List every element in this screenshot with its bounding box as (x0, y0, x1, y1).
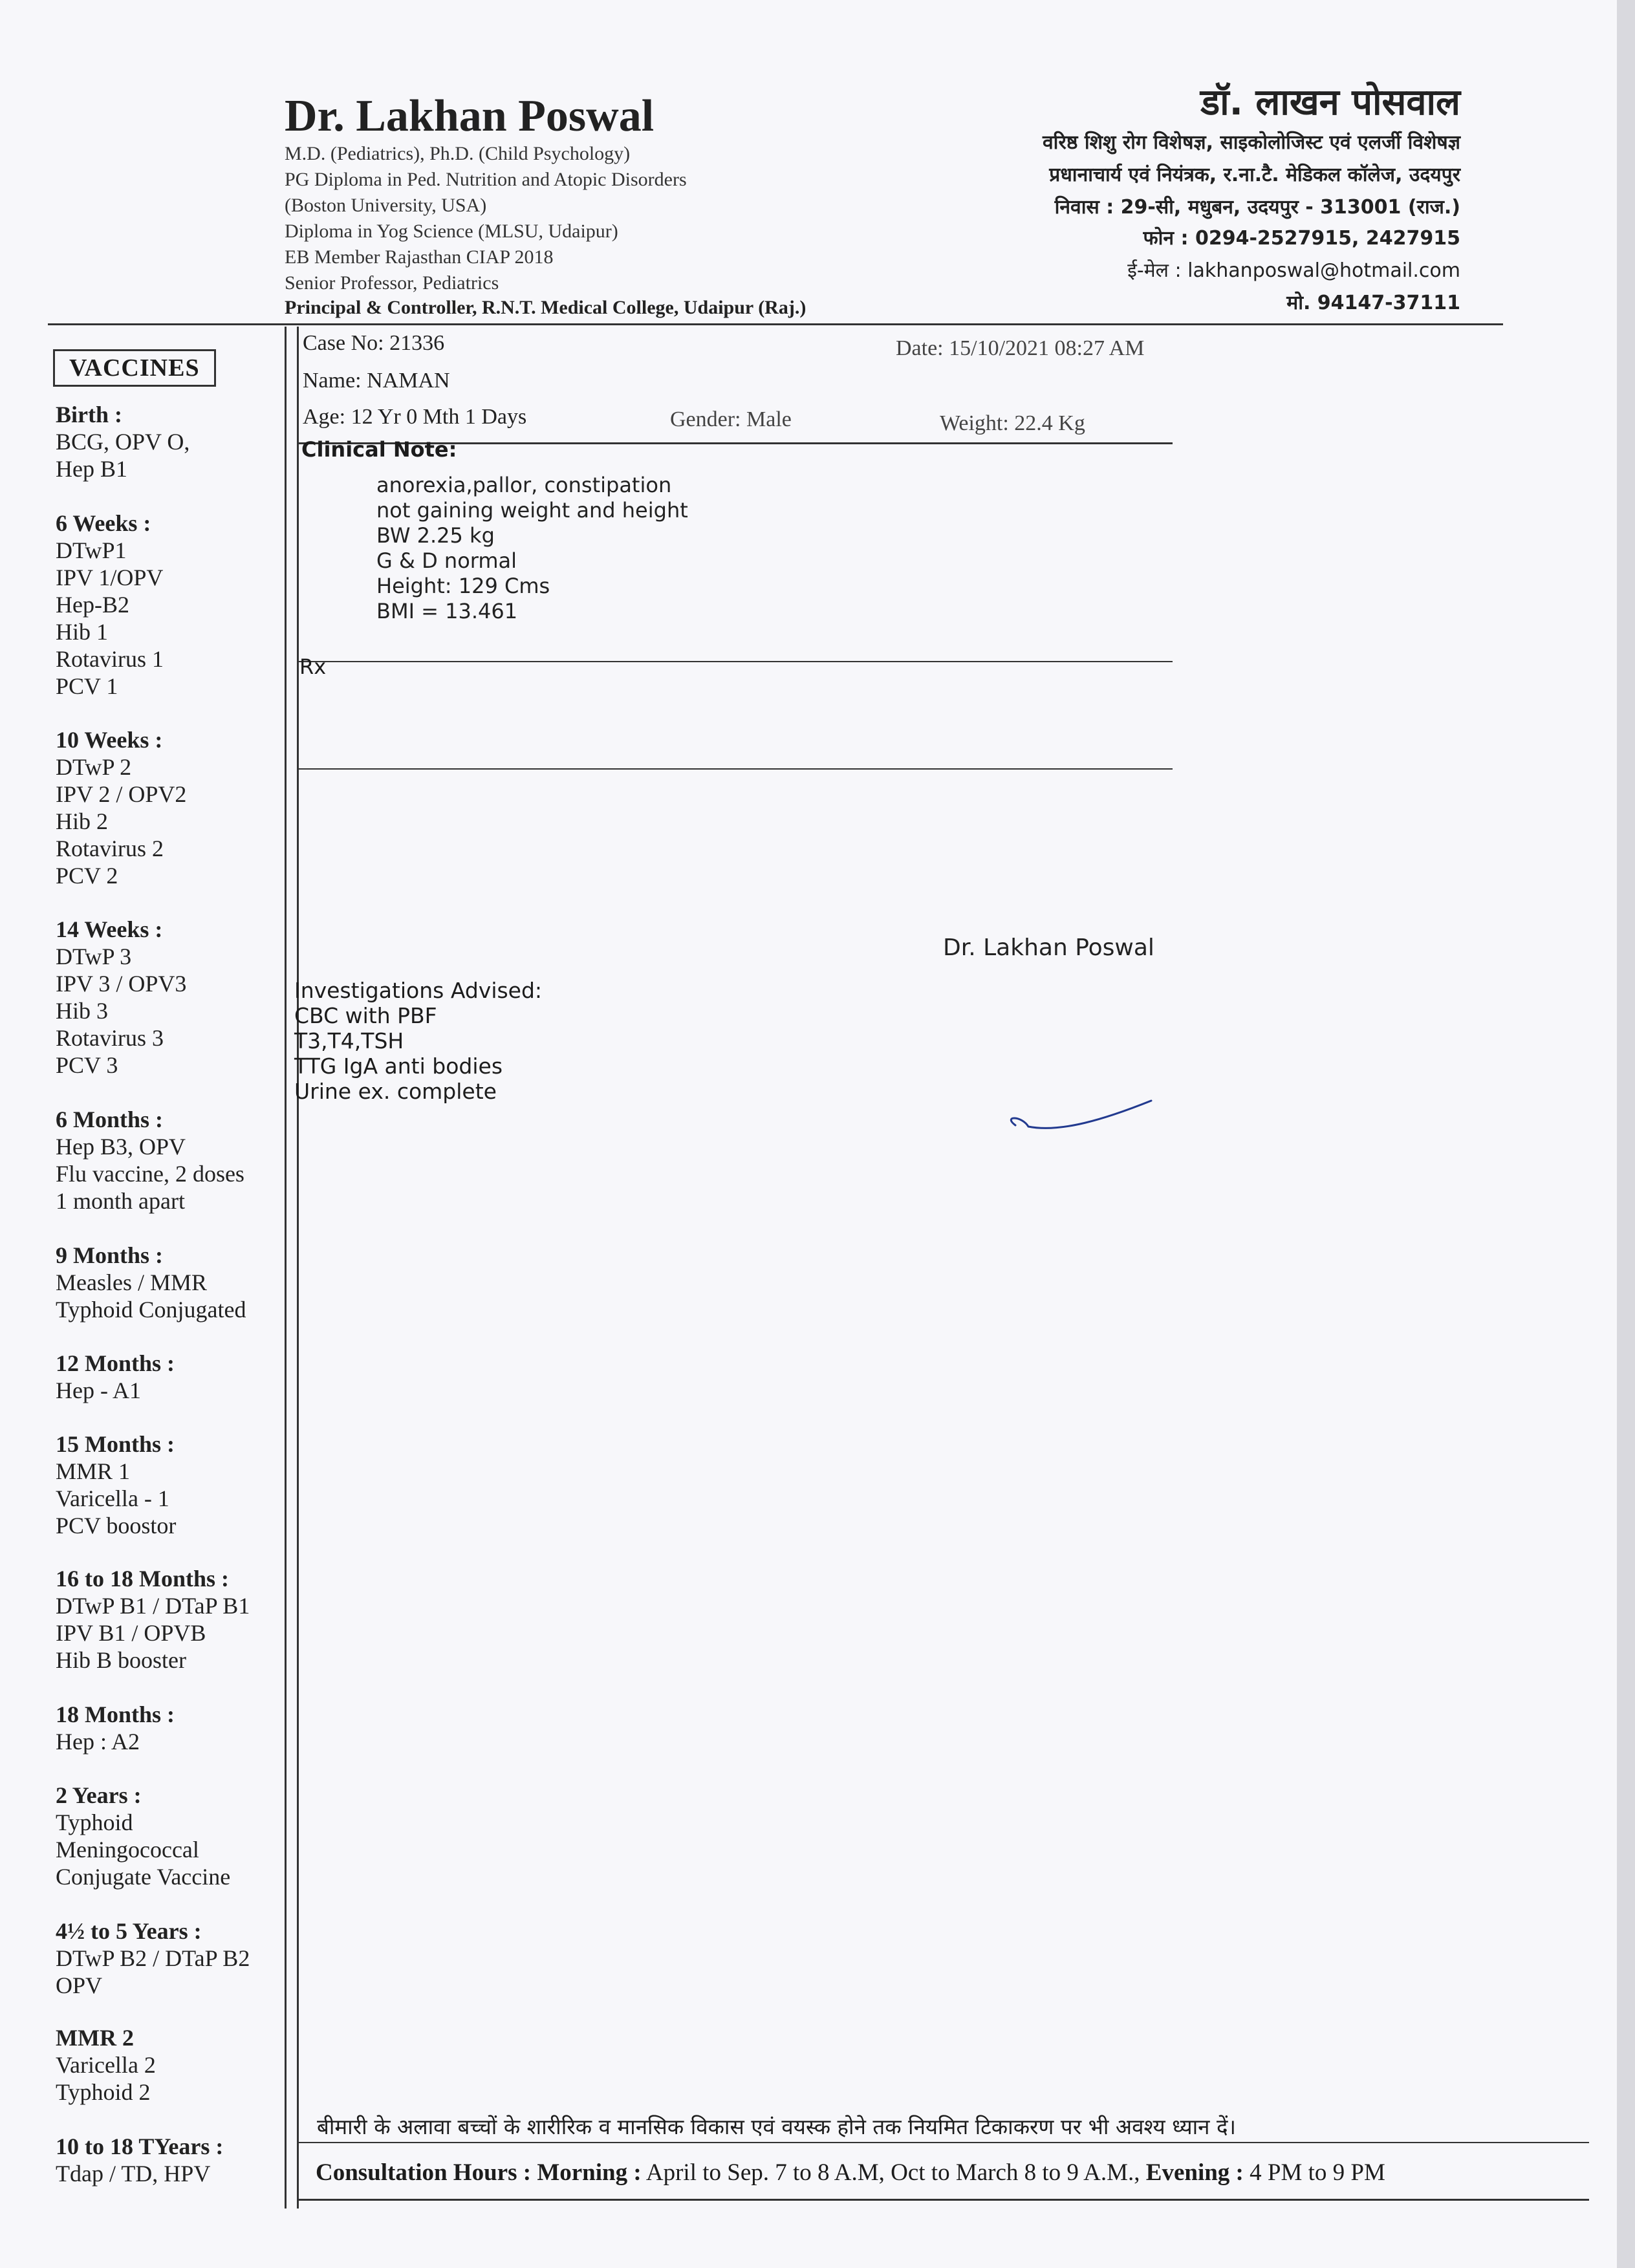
rx-rule (297, 768, 1173, 770)
vaccine-group-heading: 6 Weeks : (56, 510, 151, 536)
vaccine-group-14-weeks (56, 916, 288, 1079)
vaccine-group-heading: 12 Months : (56, 1350, 175, 1376)
footer-rule (297, 2142, 1589, 2143)
doctor-name: Dr. Lakhan Poswal (285, 91, 655, 141)
vaccine-group-10-18-years (56, 2133, 288, 2187)
qualification-line: Diploma in Yog Science (MLSU, Udaipur) (285, 221, 618, 242)
vaccine-group-items: Varicella 2 Typhoid 2 (56, 2052, 156, 2105)
page-edge (1617, 0, 1635, 2268)
patient-age: Age: 12 Yr 0 Mth 1 Days (303, 405, 527, 429)
header-rule (48, 323, 1503, 325)
vaccine-group-heading: 14 Weeks : (56, 916, 163, 942)
signature-stroke (1002, 1093, 1164, 1145)
vaccine-group-items: DTwP 2 IPV 2 / OPV2 Hib 2 Rotavirus 2 PCV 2 (56, 754, 187, 889)
hindi-doctor-name: डॉ. लाखन पोसवाल (1200, 81, 1460, 124)
vaccine-group-heading: 9 Months : (56, 1242, 164, 1268)
hindi-phone: फोन : 0294-2527915, 2427915 (1143, 227, 1460, 250)
investigations-title: Investigations Advised: (294, 978, 543, 1003)
vaccine-group-items: DTwP B2 / DTaP B2 OPV (56, 1945, 250, 1998)
investigation-item: TTG IgA anti bodies (294, 1053, 503, 1079)
vaccine-group-items: Hep - A1 (56, 1377, 141, 1403)
patient-weight: Weight: 22.4 Kg (940, 411, 1085, 435)
qualification-line: EB Member Rajasthan CIAP 2018 (285, 246, 554, 268)
patient-name: Name: NAMAN (303, 369, 450, 393)
vaccine-group-heading: 10 Weeks : (56, 727, 163, 753)
vaccine-group-items: Hep : A2 (56, 1729, 140, 1755)
vaccine-group-items: Tdap / TD, HPV (56, 2161, 211, 2187)
footer-note: बीमारी के अलावा बच्चों के शारीरिक व मानसिक विकास एवं वयस्क होने तक नियमित टिकाकरण पर भी अवश्य ध्यान दें। (317, 2114, 1236, 2139)
vaccine-group-birth (56, 401, 288, 482)
case-number: Case No: 21336 (303, 331, 445, 355)
email-line: ई-मेल : lakhanposwal@hotmail.com (1127, 259, 1460, 282)
vaccine-group-items: MMR 1 Varicella - 1 PCV boostor (56, 1458, 177, 1539)
vaccine-group-heading: 15 Months : (56, 1431, 175, 1457)
vaccine-group-12-months (56, 1350, 288, 1404)
bottom-rule (297, 2199, 1589, 2201)
vaccine-group-10-weeks (56, 726, 288, 889)
vaccine-group-heading: 18 Months : (56, 1701, 175, 1727)
rx-label: Rx (299, 654, 327, 679)
investigation-item: Urine ex. complete (294, 1079, 497, 1104)
vaccine-group-items: DTwP 3 IPV 3 / OPV3 Hib 3 Rotavirus 3 PCV 3 (56, 944, 187, 1078)
vaccine-group-2-years (56, 1782, 288, 1890)
qualification-line: Senior Professor, Pediatrics (285, 272, 499, 294)
vaccine-group-16-18-months (56, 1565, 288, 1674)
mobile-line: मो. 94147-37111 (1286, 292, 1460, 314)
hindi-line: वरिष्ठ शिशु रोग विशेषज्ञ, साइकोलोजिस्ट एवं एलर्जी विशेषज्ञ (1043, 131, 1460, 154)
patient-gender: Gender: Male (670, 407, 792, 431)
vaccine-group-heading: 4½ to 5 Years : (56, 1918, 202, 1944)
investigation-item: CBC with PBF (294, 1003, 437, 1028)
clinical-note-title: Clinical Note: (301, 437, 457, 462)
vaccine-group-heading: 2 Years : (56, 1782, 142, 1808)
vaccine-group-items: Typhoid Meningococcal Conjugate Vaccine (56, 1809, 231, 1890)
clinical-note-line: anorexia,pallor, constipation (376, 473, 672, 497)
vaccines-title: VACCINES (53, 349, 216, 387)
vaccine-group-heading: Birth : (56, 402, 122, 427)
vaccine-group-heading: 6 Months : (56, 1107, 164, 1132)
visit-date: Date: 15/10/2021 08:27 AM (896, 336, 1145, 360)
vaccine-group-items: BCG, OPV O, Hep B1 (56, 429, 190, 482)
vaccine-group-6-months (56, 1106, 288, 1215)
consultation-hours (316, 2159, 1385, 2187)
vaccine-group-heading: 10 to 18 TYears : (56, 2133, 224, 2159)
clinical-note-line: G & D normal (376, 548, 517, 573)
hindi-address: निवास : 29-सी, मधुबन, उदयपुर - 313001 (राज.) (1054, 196, 1460, 219)
qualification-line: M.D. (Pediatrics), Ph.D. (Child Psychology) (285, 143, 631, 164)
clinical-note-line: BMI = 13.461 (376, 599, 518, 623)
signature-name: Dr. Lakhan Poswal (943, 934, 1154, 961)
content-divider (297, 327, 299, 2209)
vaccine-group-4-5-years (56, 1917, 288, 1999)
clinical-note-line: not gaining weight and height (376, 498, 688, 523)
clinical-rule (297, 661, 1173, 662)
vaccine-group-heading: 16 to 18 Months : (56, 1566, 229, 1592)
vaccine-group-items: Hep B3, OPV Flu vaccine, 2 doses 1 month apart (56, 1134, 244, 1214)
vaccine-group-9-months (56, 1242, 288, 1323)
qualification-line: PG Diploma in Ped. Nutrition and Atopic Disorders (285, 169, 687, 190)
clinical-note-line: BW 2.25 kg (376, 523, 495, 548)
vaccine-group-mmr-2 (56, 2024, 288, 2106)
vaccine-group-items: DTwP B1 / DTaP B1 IPV B1 / OPVB Hib B booster (56, 1593, 250, 1673)
vaccine-group-heading: MMR 2 (56, 2025, 134, 2051)
morning-label: Morning : (537, 2159, 642, 2186)
vaccine-group-items: Measles / MMR Typhoid Conjugated (56, 1269, 246, 1323)
vaccine-group-items: DTwP1 IPV 1/OPV Hep-B2 Hib 1 Rotavirus 1 PCV 1 (56, 537, 164, 699)
vaccine-group-18-months (56, 1701, 288, 1755)
doctor-position: Principal & Controller, R.N.T. Medical College, Udaipur (Raj.) (285, 297, 807, 318)
morning-hours: April to Sep. 7 to 8 A.M, Oct to March 8 to 9 A.M., (645, 2159, 1140, 2186)
evening-hours: 4 PM to 9 PM (1250, 2159, 1385, 2186)
vaccine-group-15-months (56, 1431, 288, 1539)
qualification-line: (Boston University, USA) (285, 195, 487, 216)
hindi-line: प्रधानाचार्य एवं नियंत्रक, र.ना.टै. मेडिकल कॉलेज, उदयपुर (1049, 164, 1460, 186)
investigation-item: T3,T4,TSH (294, 1028, 404, 1053)
consultation-label: Consultation Hours : (316, 2159, 532, 2186)
vaccine-group-6-weeks (56, 510, 288, 700)
clinical-note-line: Height: 129 Cms (376, 574, 550, 598)
evening-label: Evening : (1145, 2159, 1244, 2186)
